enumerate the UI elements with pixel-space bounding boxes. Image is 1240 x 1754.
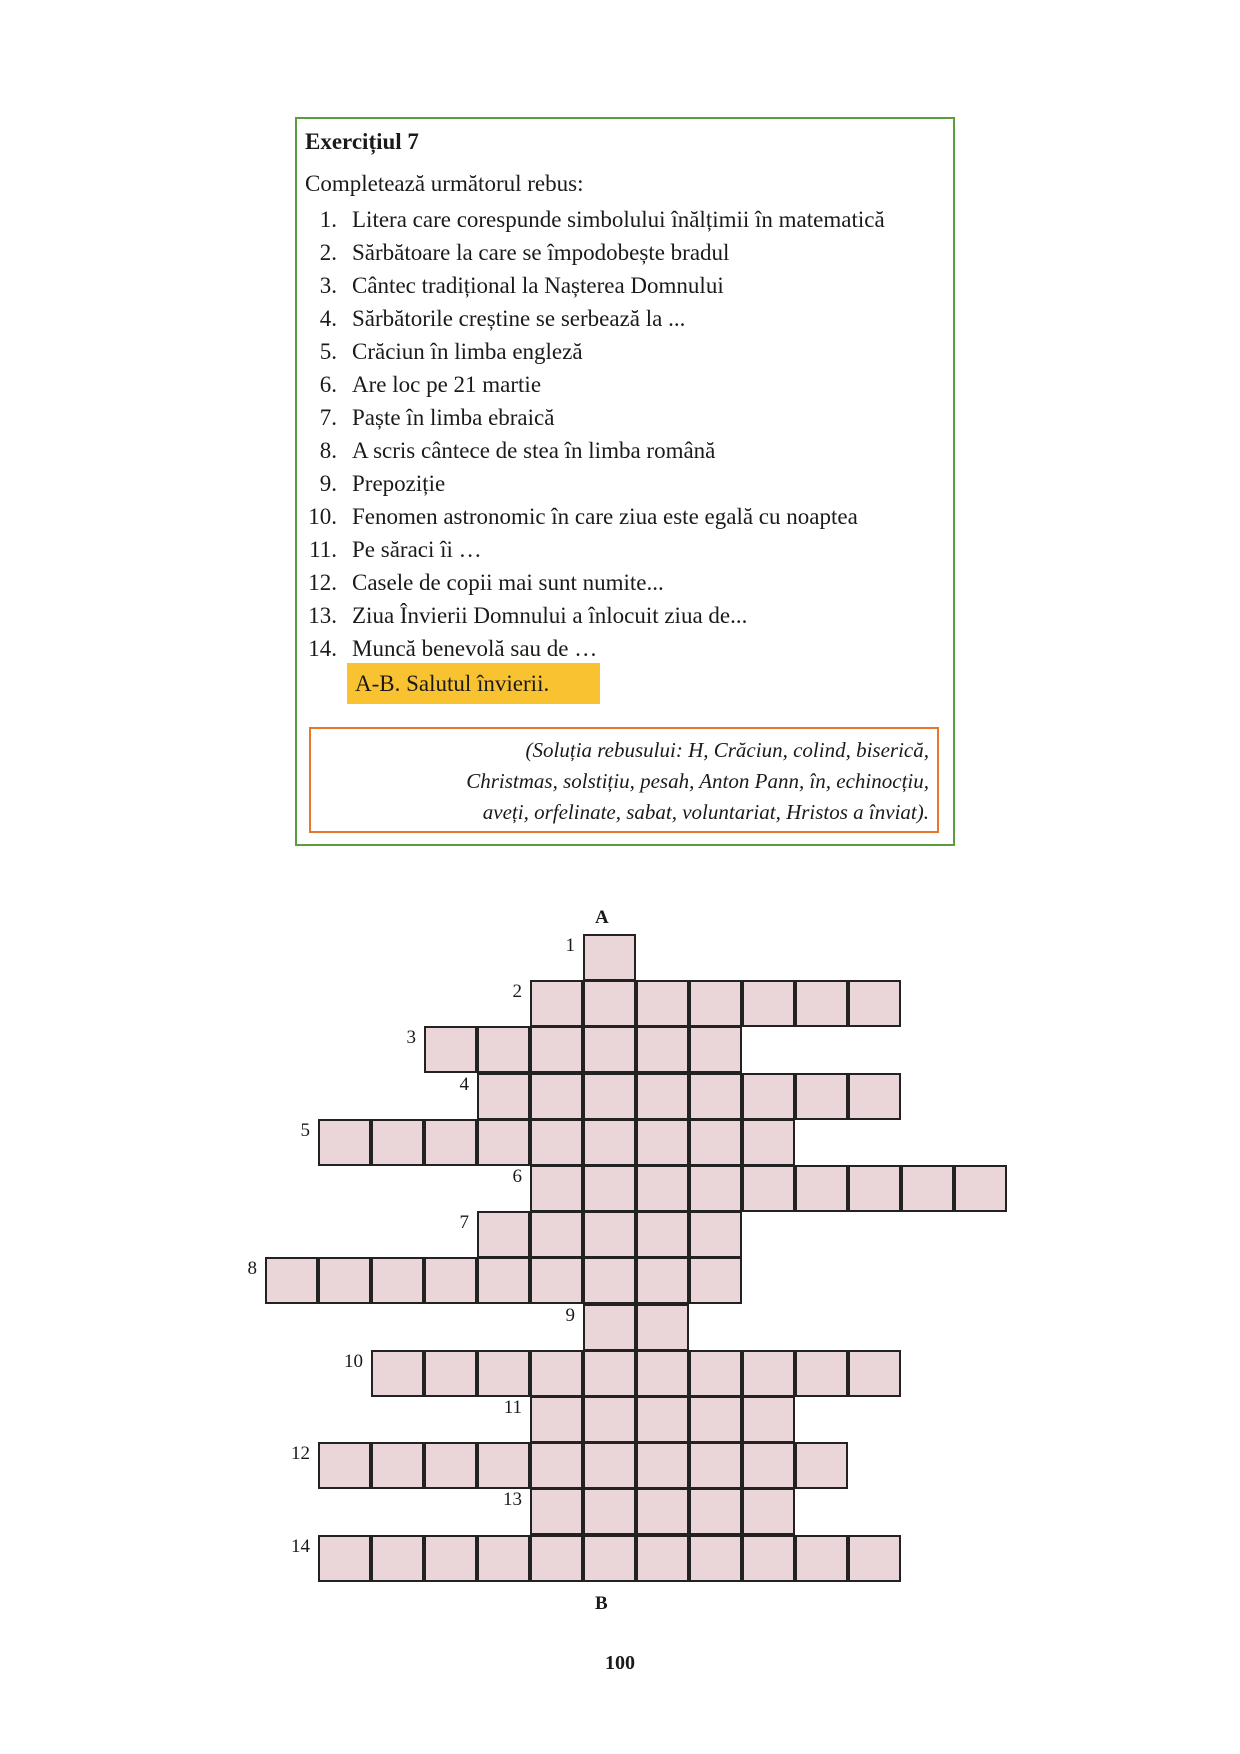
row-number-label: 5 — [300, 1120, 310, 1141]
crossword-cell[interactable] — [636, 1488, 689, 1535]
row-number-label: 2 — [512, 981, 522, 1002]
row-number-label: 1 — [565, 935, 575, 956]
crossword-cell[interactable] — [636, 1442, 689, 1489]
clue-number: 13. — [308, 603, 337, 628]
crossword-cell[interactable] — [636, 1026, 689, 1073]
crossword-cell[interactable] — [583, 1396, 636, 1443]
solution-box — [309, 727, 939, 833]
crossword-cell[interactable] — [742, 1165, 795, 1212]
crossword-cell[interactable] — [795, 1073, 848, 1120]
crossword-cell[interactable] — [742, 1535, 795, 1582]
crossword-cell[interactable] — [424, 1535, 477, 1582]
crossword-cell[interactable] — [371, 1119, 424, 1166]
crossword-cell[interactable] — [795, 1350, 848, 1397]
crossword-cell[interactable] — [477, 1073, 530, 1120]
crossword-cell[interactable] — [636, 1211, 689, 1258]
crossword-cell[interactable] — [689, 1535, 742, 1582]
crossword-cell[interactable] — [424, 1026, 477, 1073]
clue-text: Litera care corespunde simbolului înălțimii în matematică — [352, 207, 885, 232]
clue-text: A scris cântece de stea în limba română — [352, 438, 716, 463]
crossword-cell[interactable] — [530, 1257, 583, 1304]
page-number: 100 — [605, 1652, 635, 1674]
crossword-cell[interactable] — [477, 1350, 530, 1397]
crossword-cell[interactable] — [530, 1026, 583, 1073]
exercise-intro: Completează următorul rebus: — [305, 171, 584, 196]
crossword-cell[interactable] — [742, 1073, 795, 1120]
crossword-cell[interactable] — [848, 1535, 901, 1582]
crossword-cell[interactable] — [583, 1350, 636, 1397]
row-number-label: 13 — [503, 1489, 522, 1510]
clue-number: 2. — [319, 240, 337, 265]
crossword-cell[interactable] — [848, 1073, 901, 1120]
clue-number: 8. — [319, 438, 337, 463]
crossword-cell[interactable] — [424, 1350, 477, 1397]
clue-text: Casele de copii mai sunt numite... — [352, 570, 664, 595]
clue-text: Sărbătorile creștine se serbează la ... — [352, 306, 686, 331]
clue-number: 12. — [308, 570, 337, 595]
clue-text: Prepoziție — [352, 471, 446, 496]
crossword-cell[interactable] — [530, 1442, 583, 1489]
crossword-cell[interactable] — [689, 1396, 742, 1443]
crossword-cell[interactable] — [477, 1026, 530, 1073]
clue-number: 1. — [319, 207, 337, 232]
column-bottom-label: B — [595, 1593, 608, 1614]
crossword-cell[interactable] — [636, 1257, 689, 1304]
crossword-cell[interactable] — [583, 1119, 636, 1166]
crossword-cell[interactable] — [742, 1488, 795, 1535]
crossword-cell[interactable] — [583, 1257, 636, 1304]
crossword-cell[interactable] — [636, 1350, 689, 1397]
row-number-label: 12 — [291, 1443, 310, 1464]
crossword-cell[interactable] — [318, 1535, 371, 1582]
clue-text: Ziua Învierii Domnului a înlocuit ziua de... — [352, 603, 748, 628]
crossword-cell[interactable] — [530, 980, 583, 1027]
crossword-cell[interactable] — [530, 1396, 583, 1443]
clue-number: 3. — [319, 273, 337, 298]
crossword-cell[interactable] — [583, 1165, 636, 1212]
solution-line: Christmas, solstițiu, pesah, Anton Pann, în, echinocțiu, — [466, 769, 929, 793]
crossword-cell[interactable] — [742, 1396, 795, 1443]
crossword-cell[interactable] — [689, 1073, 742, 1120]
solution-line: aveți, orfelinate, sabat, voluntariat, Hristos a înviat). — [482, 800, 929, 824]
crossword-cell[interactable] — [901, 1165, 954, 1212]
crossword-cell[interactable] — [848, 1165, 901, 1212]
ab-clue: A-B. Salutul învierii. — [347, 663, 600, 704]
clue-text: Fenomen astronomic în care ziua este egală cu noaptea — [352, 504, 858, 529]
crossword-cell[interactable] — [636, 1119, 689, 1166]
crossword-cell[interactable] — [477, 1211, 530, 1258]
column-top-label: A — [595, 907, 609, 928]
crossword-cell[interactable] — [689, 1119, 742, 1166]
clue-text: Paște în limba ebraică — [352, 405, 555, 430]
crossword-cell[interactable] — [477, 1535, 530, 1582]
clue-text: Muncă benevolă sau de … — [352, 636, 598, 661]
crossword-cell[interactable] — [636, 1396, 689, 1443]
clue-text: Are loc pe 21 martie — [352, 372, 542, 397]
crossword-cell[interactable] — [636, 1165, 689, 1212]
crossword-cell[interactable] — [742, 1119, 795, 1166]
crossword-cell[interactable] — [848, 1350, 901, 1397]
crossword-cell[interactable] — [530, 1211, 583, 1258]
clue-number: 14. — [308, 636, 337, 661]
solution-line: (Soluția rebusului: H, Crăciun, colind, biserică, — [525, 738, 929, 762]
exercise-box — [295, 117, 955, 846]
clue-text: Crăciun în limba engleză — [352, 339, 583, 364]
crossword-cell[interactable] — [583, 1535, 636, 1582]
crossword-cell[interactable] — [742, 980, 795, 1027]
crossword-cell[interactable] — [636, 1535, 689, 1582]
row-number-label: 14 — [291, 1536, 310, 1557]
crossword-cell[interactable] — [530, 1165, 583, 1212]
row-number-label: 4 — [459, 1074, 469, 1095]
crossword-cell[interactable] — [318, 1257, 371, 1304]
crossword-cell[interactable] — [477, 1119, 530, 1166]
clue-number: 11. — [309, 537, 337, 562]
crossword-cell[interactable] — [583, 1026, 636, 1073]
crossword-cell[interactable] — [742, 1350, 795, 1397]
crossword-cell[interactable] — [636, 1073, 689, 1120]
crossword-cell[interactable] — [477, 1442, 530, 1489]
row-number-label: 8 — [247, 1258, 257, 1279]
crossword-cell[interactable] — [689, 1350, 742, 1397]
crossword-cell[interactable] — [583, 1073, 636, 1120]
row-number-label: 7 — [459, 1212, 469, 1233]
crossword-cell[interactable] — [583, 934, 636, 981]
crossword-cell[interactable] — [848, 980, 901, 1027]
crossword-cell[interactable] — [371, 1535, 424, 1582]
crossword-cell[interactable] — [318, 1442, 371, 1489]
row-number-label: 11 — [503, 1397, 522, 1418]
clue-number: 6. — [319, 372, 337, 397]
crossword-cell[interactable] — [371, 1350, 424, 1397]
crossword-cell[interactable] — [954, 1165, 1007, 1212]
clue-number: 10. — [308, 504, 337, 529]
crossword-cell[interactable] — [530, 1073, 583, 1120]
crossword-cell[interactable] — [371, 1442, 424, 1489]
clue-number: 4. — [319, 306, 337, 331]
crossword-cell[interactable] — [265, 1257, 318, 1304]
row-number-label: 6 — [512, 1166, 522, 1187]
row-number-label: 9 — [565, 1305, 575, 1326]
clue-text: Cântec tradițional la Nașterea Domnului — [352, 273, 724, 298]
crossword-cell[interactable] — [689, 1488, 742, 1535]
crossword-cell[interactable] — [530, 1535, 583, 1582]
crossword-cell[interactable] — [689, 1026, 742, 1073]
crossword-cell[interactable] — [424, 1442, 477, 1489]
crossword-cell[interactable] — [530, 1119, 583, 1166]
crossword-cell[interactable] — [689, 1211, 742, 1258]
clue-number: 5. — [319, 339, 337, 364]
crossword-cell[interactable] — [689, 1442, 742, 1489]
crossword-cell[interactable] — [477, 1257, 530, 1304]
crossword-cell[interactable] — [530, 1488, 583, 1535]
exercise-title: Exercițiul 7 — [305, 129, 419, 154]
crossword-cell[interactable] — [689, 1257, 742, 1304]
crossword-cell[interactable] — [795, 1442, 848, 1489]
crossword-cell[interactable] — [583, 1211, 636, 1258]
crossword-cell[interactable] — [583, 1488, 636, 1535]
crossword-cell[interactable] — [424, 1257, 477, 1304]
crossword-cell[interactable] — [689, 1165, 742, 1212]
clue-number: 9. — [319, 471, 337, 496]
row-number-label: 10 — [344, 1351, 363, 1372]
crossword-cell[interactable] — [583, 980, 636, 1027]
crossword-cell[interactable] — [530, 1350, 583, 1397]
crossword-cell[interactable] — [583, 1442, 636, 1489]
clue-number: 7. — [319, 405, 337, 430]
crossword-cell[interactable] — [742, 1442, 795, 1489]
crossword-cell[interactable] — [583, 1304, 636, 1351]
crossword-cell[interactable] — [795, 1165, 848, 1212]
crossword-cell[interactable] — [371, 1257, 424, 1304]
clue-text: Sărbătoare la care se împodobește bradul — [352, 240, 730, 265]
crossword-cell[interactable] — [636, 980, 689, 1027]
crossword-cell[interactable] — [795, 1535, 848, 1582]
crossword-cell[interactable] — [795, 980, 848, 1027]
clue-text: Pe săraci îi … — [352, 537, 482, 562]
crossword-cell[interactable] — [636, 1304, 689, 1351]
row-number-label: 3 — [406, 1027, 416, 1048]
crossword-cell[interactable] — [689, 980, 742, 1027]
crossword-cell[interactable] — [424, 1119, 477, 1166]
crossword-cell[interactable] — [318, 1119, 371, 1166]
